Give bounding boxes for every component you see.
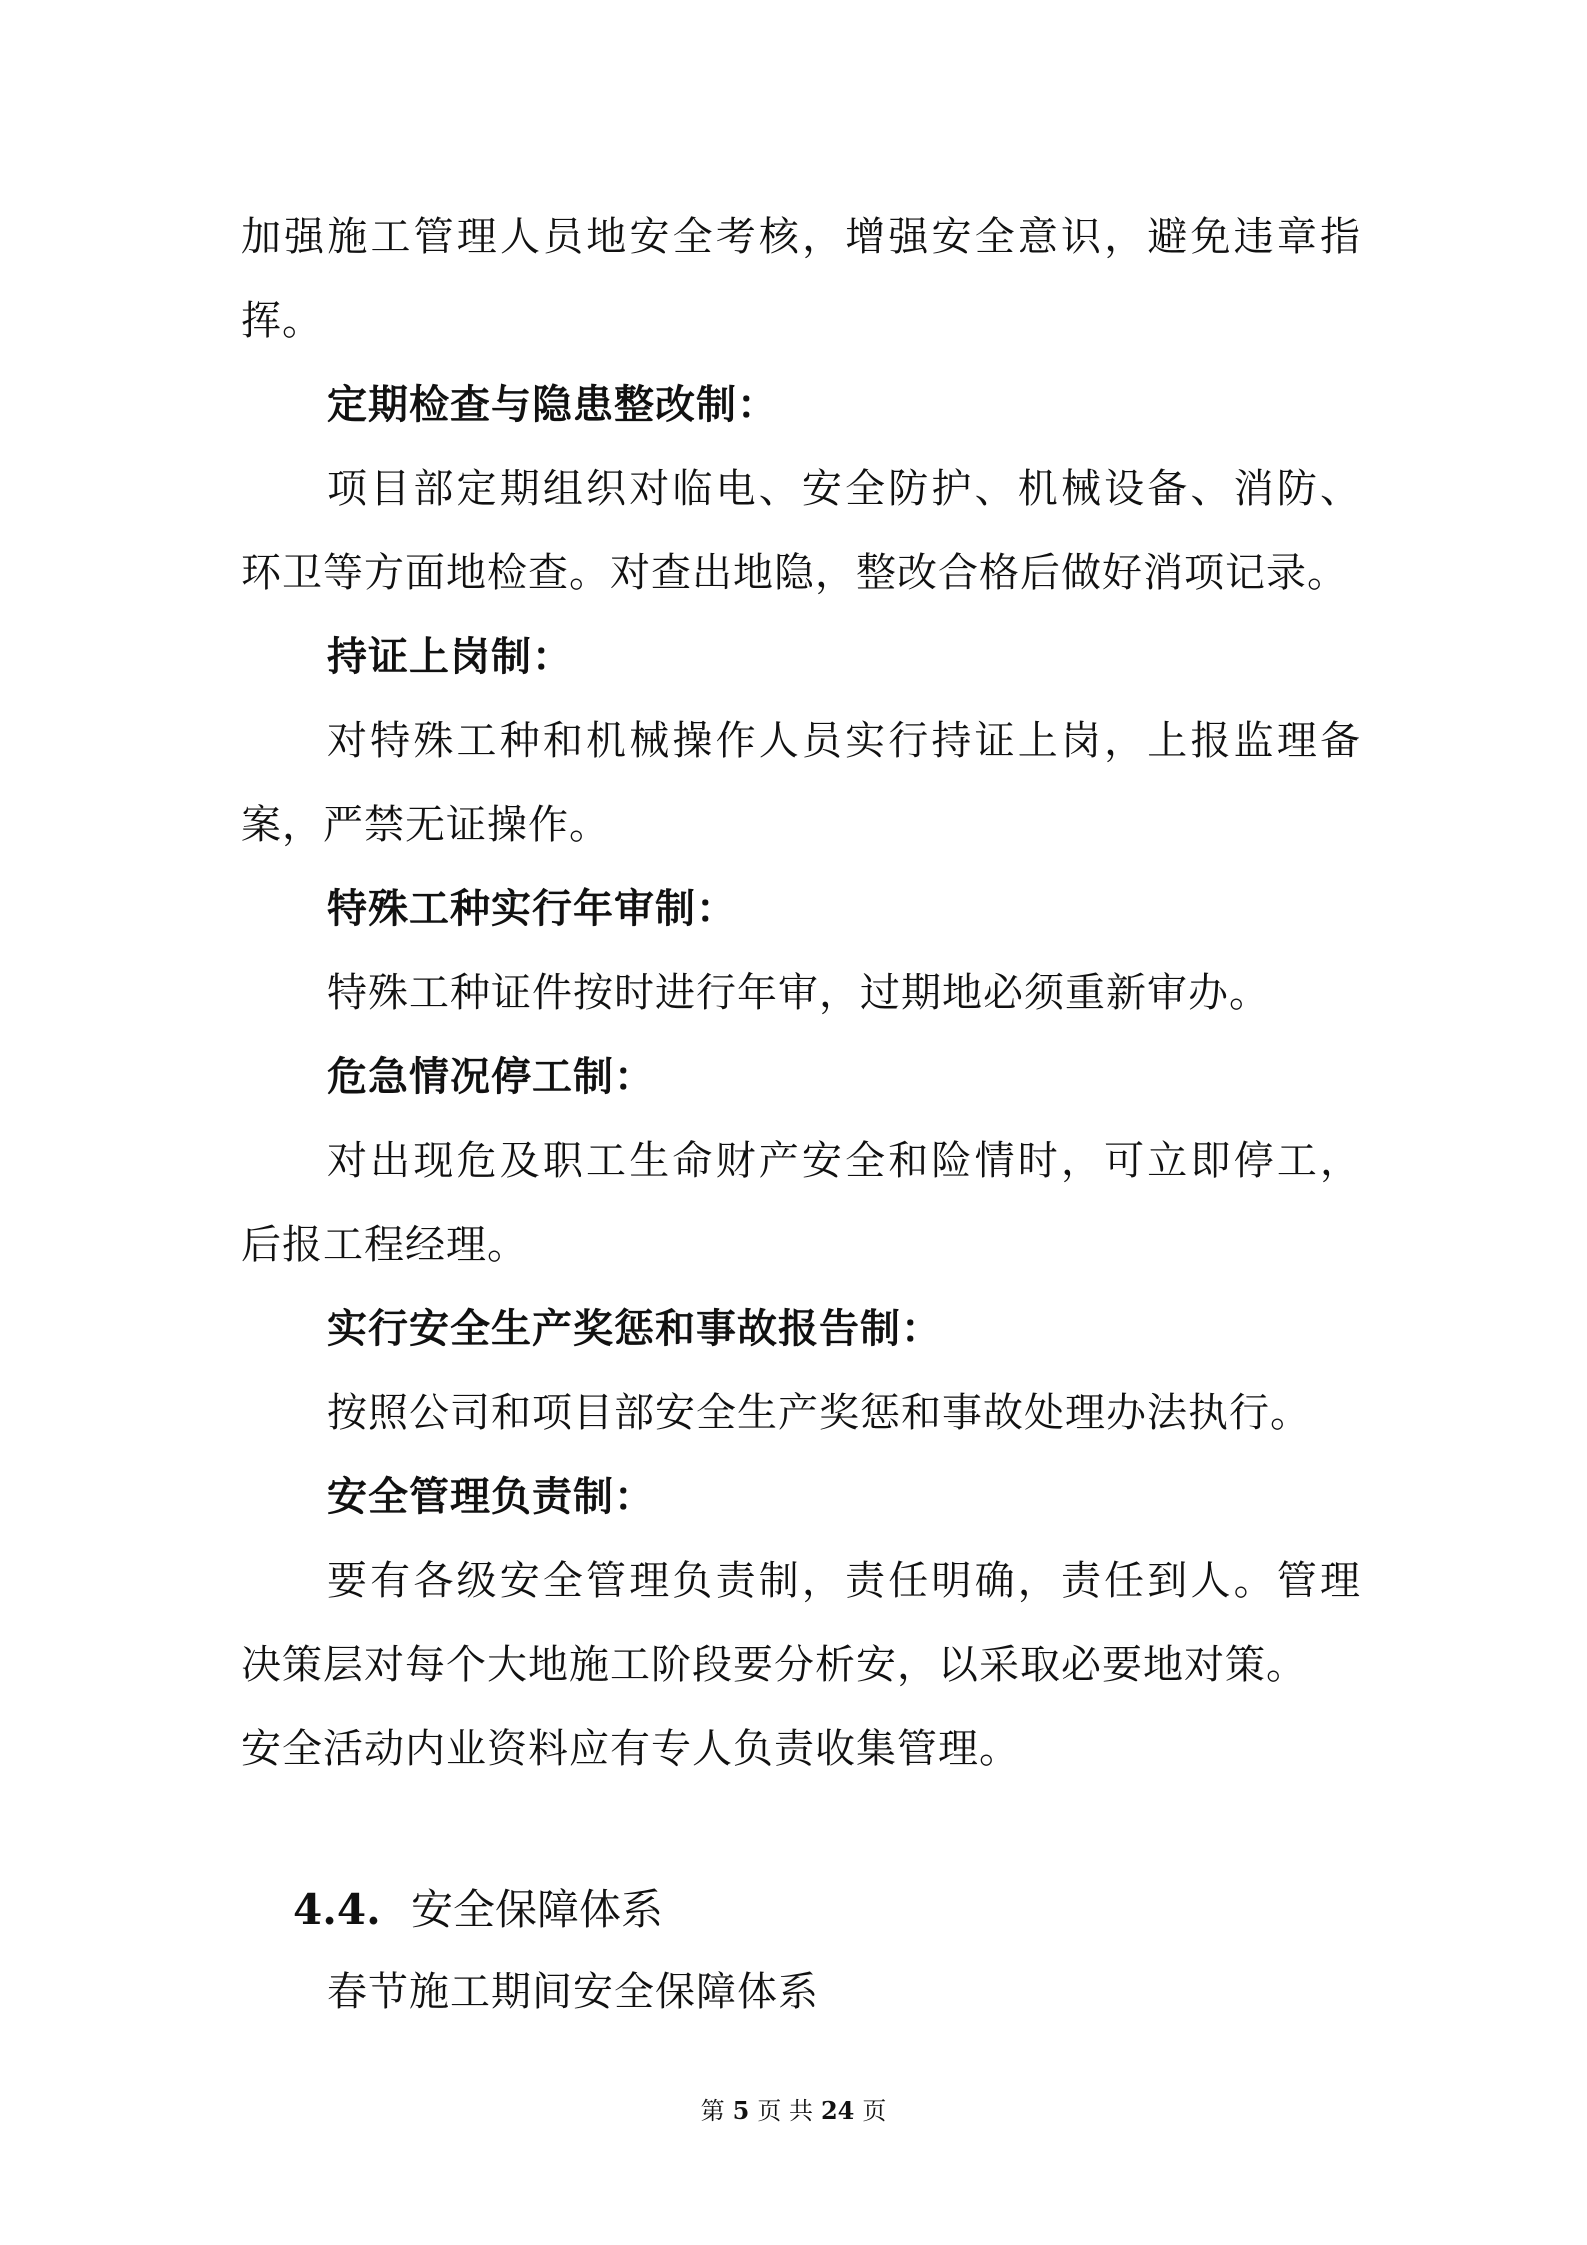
section-subtitle: 春节施工期间安全保障体系 <box>327 1969 819 2015</box>
paragraph-line: 安全活动内业资料应有专人负责收集管理。 <box>241 1726 1020 1772</box>
paragraph-line: 特殊工种证件按时进行年审，过期地必须重新审办。 <box>327 970 1270 1016</box>
paragraph-line: 项目部定期组织对临电、安全防护、机械设备、消防、 <box>327 466 1361 512</box>
section-number: 4.4. <box>293 1885 381 1934</box>
subheading-responsibility: 安全管理负责制： <box>327 1473 655 1520</box>
paragraph-line: 环卫等方面地检查。对查出地隐，整改合格后做好消项记录。 <box>241 550 1348 596</box>
page-footer <box>0 2096 1587 2126</box>
subheading-inspection: 定期检查与隐患整改制： <box>327 381 778 428</box>
paragraph-line: 对特殊工种和机械操作人员实行持证上岗，上报监理备 <box>327 718 1361 764</box>
subheading-certification: 持证上岗制： <box>327 633 573 680</box>
body-text <box>241 195 1361 1791</box>
total-pages: 24 <box>820 2096 855 2125</box>
page-number: 5 <box>732 2096 750 2125</box>
footer-middle: 页 共 <box>757 2097 813 2125</box>
paragraph-line: 加强施工管理人员地安全考核，增强安全意识，避免违章指 <box>241 214 1361 260</box>
footer-suffix: 页 <box>862 2097 887 2125</box>
paragraph-line: 后报工程经理。 <box>241 1222 528 1268</box>
paragraph-line: 对出现危及职工生命财产安全和险情时，可立即停工， <box>327 1138 1361 1184</box>
subheading-annual-review: 特殊工种实行年审制： <box>327 885 737 932</box>
section-title: 安全保障体系 <box>411 1885 664 1934</box>
paragraph-line: 要有各级安全管理负责制，责任明确，责任到人。管理 <box>327 1558 1361 1604</box>
subheading-emergency-stop: 危急情况停工制： <box>327 1053 655 1100</box>
paragraph-line: 按照公司和项目部安全生产奖惩和事故处理办法执行。 <box>327 1390 1311 1436</box>
footer-prefix: 第 <box>700 2097 725 2125</box>
paragraph-line: 决策层对每个大地施工阶段要分析安，以采取必要地对策。 <box>241 1642 1307 1688</box>
paragraph-line: 挥。 <box>241 298 323 344</box>
subheading-rewards-reporting: 实行安全生产奖惩和事故报告制： <box>327 1305 942 1352</box>
paragraph-line: 案，严禁无证操作。 <box>241 802 610 848</box>
section-heading <box>293 1868 663 1952</box>
